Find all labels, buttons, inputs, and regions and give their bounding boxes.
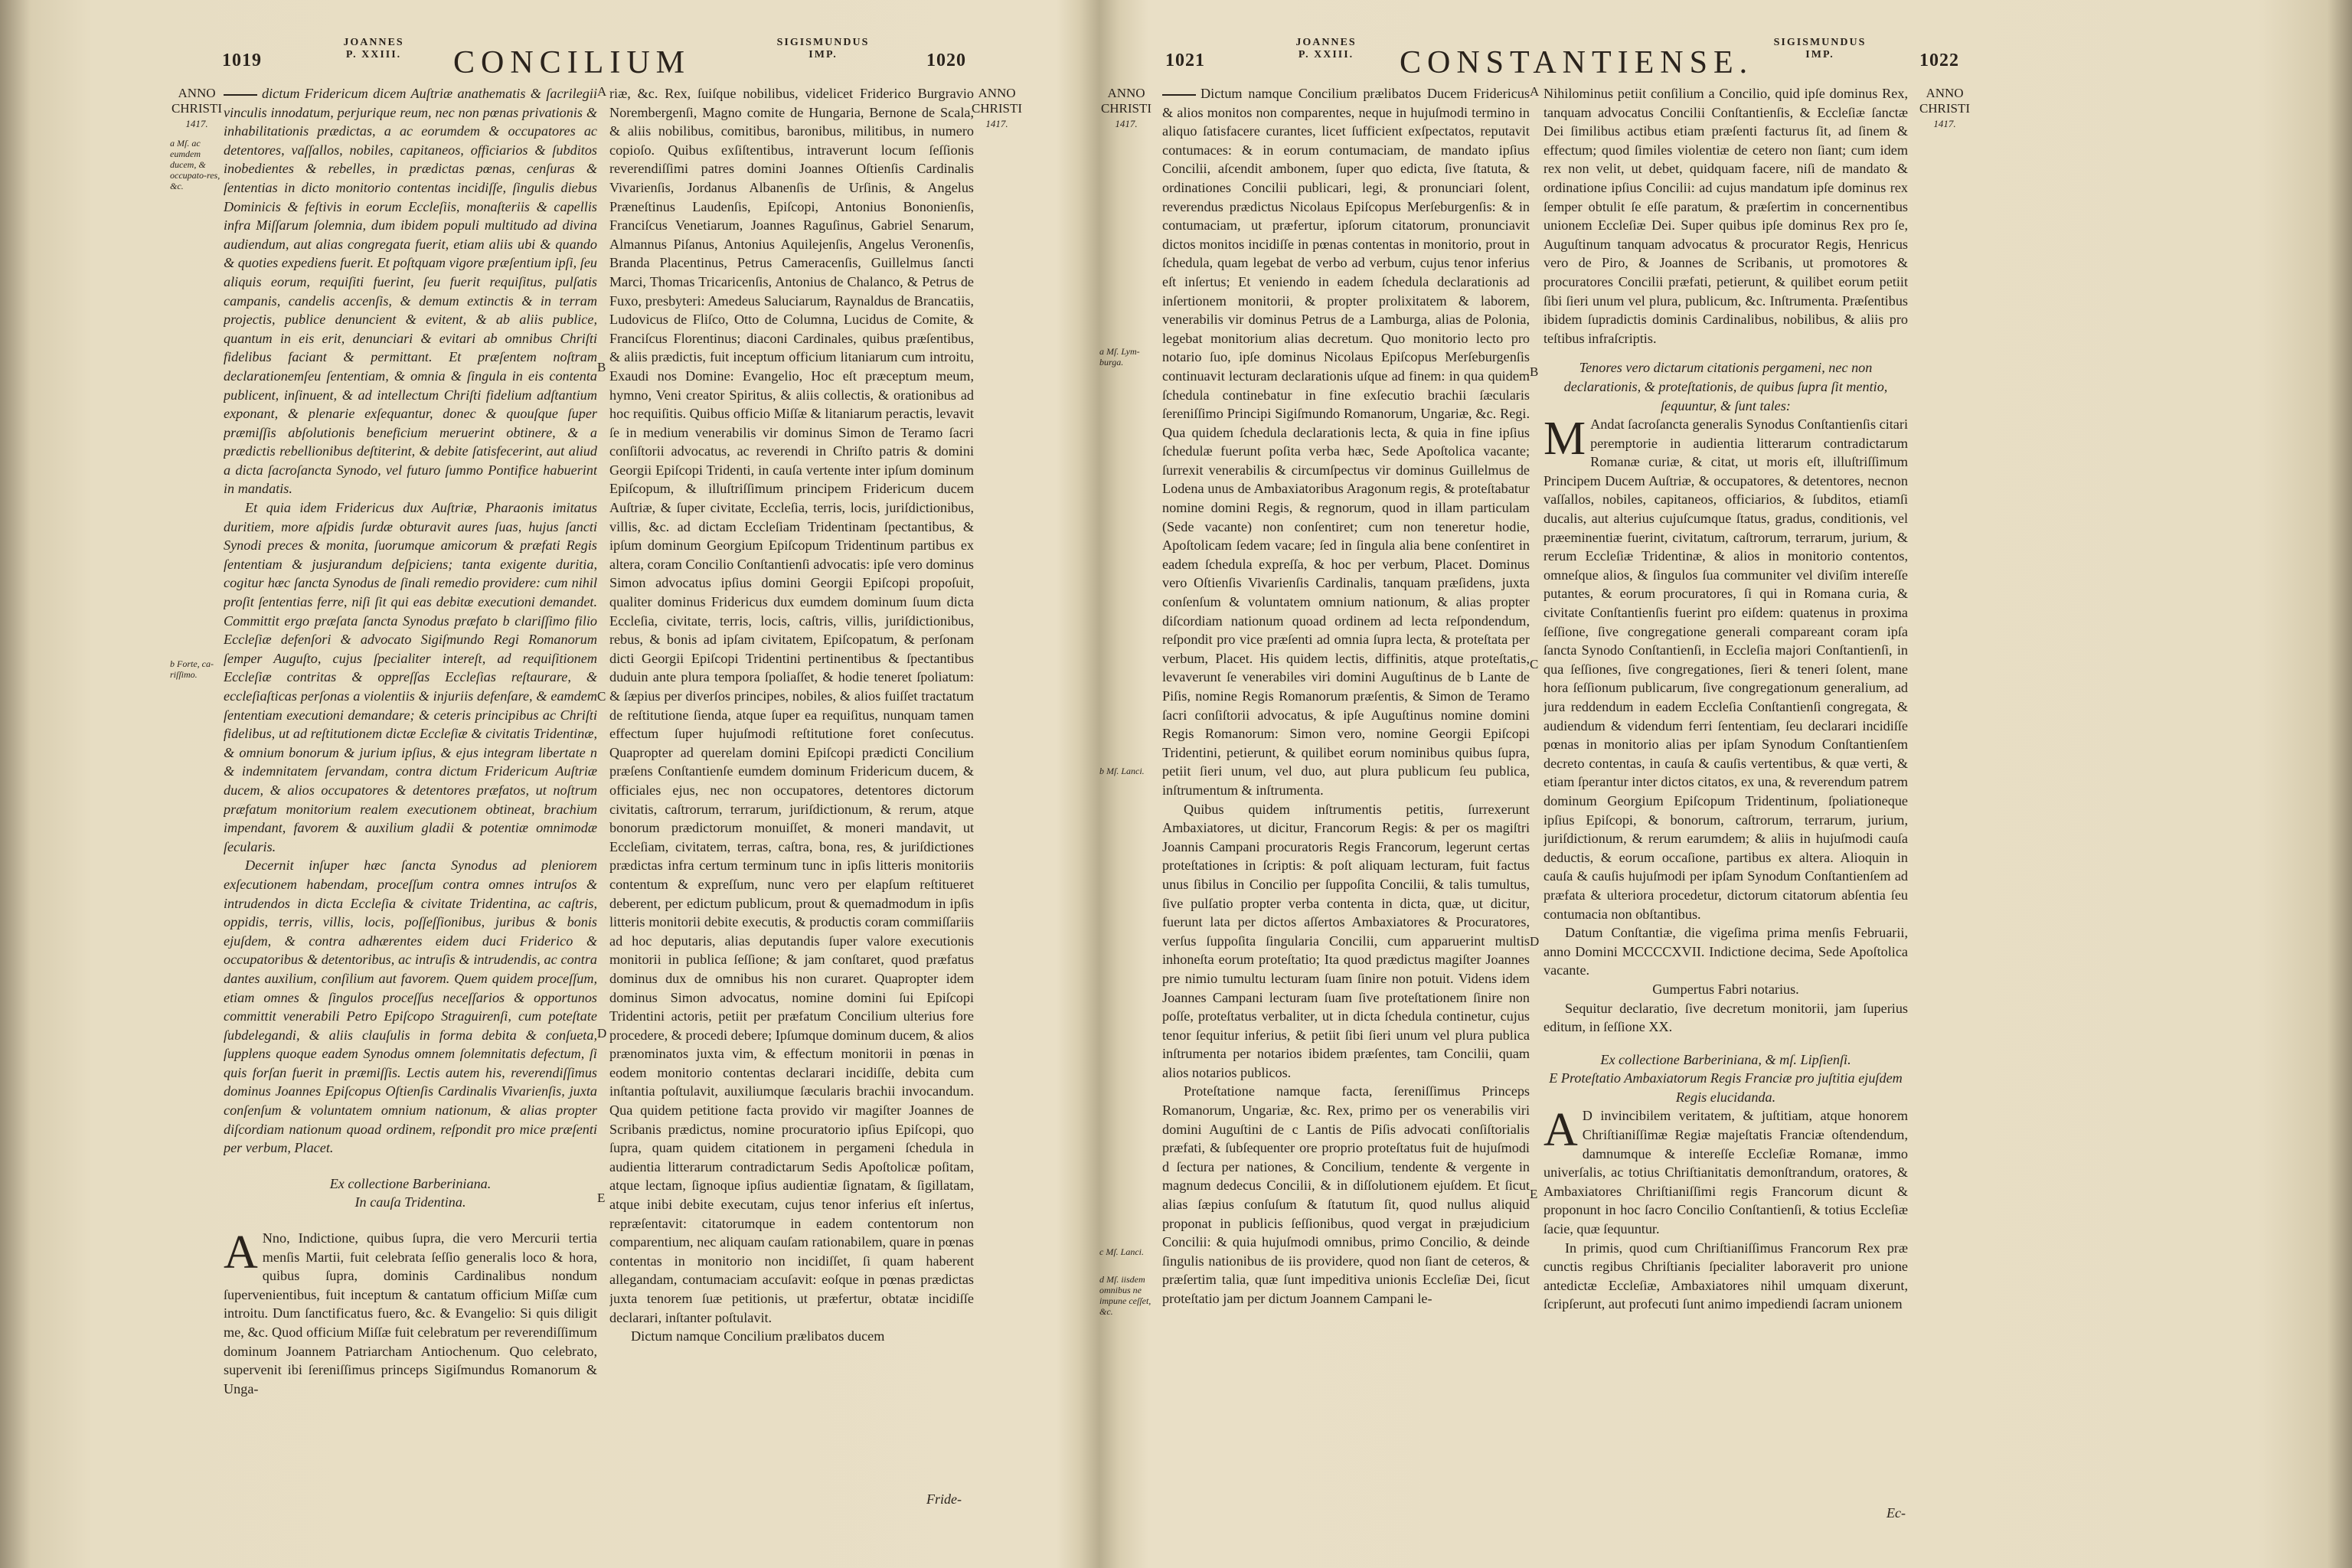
- right-column-number: 1022: [1919, 51, 1959, 70]
- right-catchword: Ec-: [1886, 1505, 1906, 1521]
- left-margin-note-a: a Mſ. ac eumdem ducem, & occupato-res, &c.: [170, 138, 220, 191]
- col1-para-2: Et quia idem Fridericus dux Auſtriæ, Pharaonis imitatus duritiem, more aſpidis ſurdæ obturavit aures ſuas, hujus ſancti Synodi preces & monita, ſuorumque amicorum & præfati Regis ſententiam & jusjurandum deſpiciens; tanta exigente duritia, cogitur hæc ſancta Synodus de ſinali remedio providere: cum nihil proſit ſententias ferre, niſi ſit qui eas debitæ executioni demandet. Committit ergo præſata ſancta Synodus præfato b clariſſimo filio Eccleſiæ defenſori & advocato Sigiſmundo Regi Romanorum ſemper Auguſto, cujus ſpecialiter intereſt, ad requiſitionem Eccleſiæ contritas & oppreſſas Eccleſias reſtaurare, & eccleſiaſticas perſonas a violentiis & injuriis defenſare, & eamdem ſententiam executioni demandare; & ceteris principibus ac Chriſti fidelibus, ut ad reſtitutionem dictæ Eccleſiæ & civitatis Tridentinæ, & omnium bonorum & jurium ipſius, & ejus integram libertate n & indemnitatem ſervandam, contra dictum Fridericum Auſtriæ ducem, & alios occupatores & detentores præfatos, ut noſtrum præfatum monitorium realem executionem obtineat, brachium impendant, favorem & auxilium gladii & potentiæ omnimodæ ſecularis.: [224, 500, 597, 854]
- right-margin-note-a: a Mſ. Lym-burga.: [1099, 346, 1140, 368]
- rcol2-signature: Gumpertus Fabri notarius.: [1652, 981, 1799, 997]
- left-pope-label: JOANNES P. XXIII.: [343, 37, 404, 60]
- col1-para-1: dictum Fridericum dicem Auſtriæ anathematis & ſacrilegii vinculis innodatum, perjurique reum, nec non pœnas privationis & inhabilitationis prædictas, a ac eorumdem & occupatores ac detentores, vaſſallos, nobiles, capitaneos, officiarios & ſubditos inobedientes & rebelles, in prædictas pœnas, cenſuras & ſententias in dicto monitorio contentas incidiſſe, ſingulis diebus Dominicis & feſtivis in eorum Eccleſiis, monaſteriis & capellis infra Miſſarum ſolemnia, dum ibidem populi multitudo ad divina audiendum, aut alias congregata fuerit, etiam aliis ubi & quando & quoties expediens fuerit. Et poſtquam vigore præſentium ipſi, ſeu aliquis eorum, requiſiti fuerint, ſeu fuerit requiſitus, pulſatis campanis, candelis accenſis, & demum extinctis & in terram projectis, publice denuncient & evitent, & ab aliis publice, quantum in eis erit, denunciari & evitari ab omnibus Chriſti fidelibus faciant & permittant. Et præſentem noſtram declarationemſeu ſententiam, & omnia & ſingula in eis contenta publicent, inſinuent, & ad intellectum Chriſti fidelium adſtantium exponant, & plenarie exſequantur, donec & quouſque ſuper præmiſſis abſolutionis beneficium meruerint obtinere, & a prædictis rebellionibus deſtiterint, & debite ſatisfecerint, aut aliud a dicta ſacroſancta Synodo, vel futuro ſummo Pontifice habuerint in mandatis.: [224, 86, 597, 497]
- col2-para-1: riæ, &c. Rex, ſuiſque nobilibus, videlicet Friderico Burgravio Norembergenſi, Magno comite de Hungaria, Bernone de Scala, & aliis nobilibus, comitibus, baronibus, militibus, in numero copioſo. Quibus exſiſtentibus, intraverunt locum ſeſſionis reverendiſſimi patres domini Joannes Oſtienſis Cardinalis Vivarienſis, Jordanus Albanenſis de Urſinis, & Angelus Præneſtinus Laudenſis, Epiſcopi, Antonius Bononienſis, Franciſcus Venetiarum, Joannes Raguſinus, Gabriel Senarum, Almannus Piſanus, Antonius Aquilejenſis, Angelus Veronenſis, Branda Placentinus, Petrus Cameracenſis, Guillelmus ſancti Marci, Thomas Tricaricenſis, Antonius de Chalanco, & Petrus de Fuxo, presbyteri: Amedeus Saluciarum, Raynaldus de Brancatiis, Ludovicus de Fliſco, Otto de Columna, Lucidus de Comite, & Franciſcus Florentinus; diaconi Cardinales, quibus præſentibus, & aliis prædictis, fuit inceptum officium litaniarum cum introitu, Exaudi nos Domine: Evangelio, Hoc eſt præceptum meum, hymno, Veni creator Spiritus, & aliis collectis, & orationibus ad hoc requiſitis. Quibus officio Miſſæ & litaniarum peractis, levavit ſe in medium venerabilis vir dominus Simon de Teramo ſacri conſiſtorii advocatus, ac reverendi in Chriſto patris & domini Georgii Epiſcopi Tridenti, in cauſa vertente inter ipſum dominum Epiſcopum, & illuſtriſſimum principem Fridericum ducem Auſtriæ, & ſuper civitate, Eccleſia, terris, locis, juriſdictionibus, villis, &c. ad dictam Eccleſiam Tridentinam ſpectantibus, & ipſum dominum Georgium Epiſcopum Tridentinum partibus ex altera, coram Concilio Conſtantienſi advocatis: ipſe vero dominus Simon advocatus ipſius domini Georgii Epiſcopi propoſuit, qualiter dominus Fridericus dux eumdem dominum ſuum dicta Eccleſia, civitate, terris, locis, caſtris, villis, juriſdictionibus, rebus, & bonis ad ipſam civitatem, Epiſcopatum, & perſonam dicti Georgii Epiſcopi Tridentini pertinentibus & ſpectantibus duduin ante plura tempora ſpoliaſſet, & hodie teneret ſpoliatum: & ſæpius per diverſos principes, nobiles, & alios fuiſſet tractatum de reſtitutione ſienda, atque ſuper ea requiſitus, nunquam tamen effectum ſuper hujuſmodi reſtitutione foret conſecutus. Quapropter ad querelam domini Epiſcopi prædicti Concilium præſens Conſtantienſe eumdem dominum Fridericum ducem, & officiales ejus, nec non occupatores, detentores dictorum civitatis, caſtrorum, terrarum, juriſdictionum, & rerum, atque bonorum prædictorum monuiſſet, & moneri mandavit, ut Eccleſiam, civitatem, terras, caſtra, bona, res, & juriſdictiones prædictas infra certum terminum tunc in ipſis litteris monitoriis contentum & expreſſum, nunc vero per elapſum reſtitueret deberent, per edictum publicum, prout & quemadmodum in ipſis litteris monitorii debite executis, & productis coram commiſſariis ad hoc deputaris, alias deputandis ſuper valore executionis monitorii in publica ſeſſione; & jam conſtaret, quod præfatus dominus dux de omnibus his non curaret. Quapropter idem dominus Simon advocatus, nomine domini ſui Epiſcopi Tridentini actoris, petiit per præfatum Concilium ulterius fore procedere, & procedi debere; Ipſumque dominum ducem, & alios prænominatos juxta vim, & effectum monitorii in pœnas in eodem monitorio contentas declarari incidiſſe, debita cum inſtantia poſtulavit, auxiliumque ſæcularis brachii invocandum. Qua quidem petitione facta provido vir magiſter Joannes de Scribanis prædictus, nomine procuratorio ipſius Epiſcopi, quo ſupra, quam quidem citationem in pergameni ſchedula in audientia litterarum contradictarum Sedis Apoſtolicæ poſitam, atque lectam, ſignoque ipſius audientiæ ſignatam, & ſigillatam, atque inibi debite executam, cujus tenor inferius eſt inſertus, repræſentavit: citatorumque in eadem contentorum non comparentium, nec aliquam cauſam rationabilem, quare in pœnas contentas in monitorio non incidiſſet, ſi quam haberent allegandam, contumaciam accuſavit: eoſque in pœnas prædictas juxta tenorem ſuæ petitionis, ut præfertur, obtatæ incidiſſe declarari, inſtanter poſtulavit.: [609, 86, 974, 1325]
- right-page-anno-right: ANNO CHRISTI 1417.: [1919, 86, 1971, 129]
- rcol2-para-3: Datum Conſtantiæ, die vigeſima prima menſis Februarii, anno Domini MCCCCXVII. Indictione decima, Sede Apoſtolica vacante.: [1544, 925, 1908, 978]
- col2-para-2: Dictum namque Concilium prælibatos ducem: [631, 1328, 885, 1344]
- right-pope-label: JOANNES P. XXIII.: [1295, 37, 1357, 60]
- section-rule: [1162, 94, 1196, 96]
- left-emperor-label: SIGISMUNDUS IMP.: [776, 37, 870, 60]
- rcol2-heading-1: Tenores vero dictarum citationis pergameni, nec non declarationis, & proteſtationis, de quibus ſupra ſit mentio, ſequuntur, & ſunt tales:: [1563, 360, 1888, 413]
- rcol2-heading-3: E Proteſtatio Ambaxiatorum Regis Franciæ pro juſtitia ejuſdem Regis elucidanda.: [1549, 1070, 1903, 1105]
- rcol2-para-5: A D invincibilem veritatem, & juſtitiam, atque honorem Chriſtianiſſimæ Regiæ majeſtatis Franciæ oſtendendum, damnumque & intereſſe Eccleſiæ Romanæ, immo univerſalis, ac totius Chriſtianitatis demonſtrandum, oratores, & Ambaxiatores Chriſtianiſſimi regis Francorum dicunt & proponunt in hoc ſacro Concilio Conſtantienſi, & totius Eccleſiæ ſacie, quæ ſequuntur.: [1544, 1104, 1908, 1237]
- right-margin-note-b: b Mſ. Lanci.: [1099, 766, 1145, 776]
- rcol1-para-3: Proteſtatione namque facta, ſereniſſimus Princeps Romanorum, Ungariæ, &c. Rex, primo per os venerabilis viri domini Auguſtini de c Lantis de Piſis advocati conſiſtorialis præfati, & ſubſequenter ore proprio proteſtatus fuit de hujuſmodi d ſectura per nationes, & Concilium, tendente & vergente in magnum dedecus Concilii, & in diſſolutionem ejuſdem. Et ſicut alias ſæpius conſuſum & ſtatutum ſit, quod nullus aliquid proponat in publicis ſeſſionibus, quod vergat in præjudicium Concilii: & quia hujuſmodi omnibus, primo Concilio, & deinde ſingulis nationibus de iis providere, quod non ſiant de ceteros, & præſertim talia, quæ ſunt impeditiva unionis Eccleſiæ Dei, ſicut proteſtatio jam per dictum Joannem Campani le-: [1162, 1083, 1530, 1306]
- right-page-column-2: [1544, 84, 1908, 1508]
- left-page-number: 1019: [222, 51, 262, 70]
- left-page-column-1: [224, 84, 597, 1508]
- right-margin-note-c: c Mſ. Lanci.: [1099, 1246, 1144, 1257]
- left-page-header: [222, 29, 1072, 78]
- left-anno-margin: ANNO CHRISTI 1417.: [171, 86, 223, 129]
- left-page-column-2: [609, 84, 974, 1481]
- right-page-anno-left: ANNO CHRISTI 1417.: [1100, 86, 1152, 129]
- right-page: [1099, 0, 2352, 1568]
- dropcap-m: M: [1544, 413, 1586, 466]
- right-page-header: [1142, 29, 2015, 78]
- rcol2-para-2: M Andat ſacroſancta generalis Synodus Conſtantienſis citari peremptorie in audientia litterarum contradictarum Romanæ curiæ, & citat, ut moris eſt, illuſtriſſimum Principem Ducem Auſtriæ, & occupatores, & detentores, necnon vaſſallos, nobiles, capitaneos, officiarios, & ſubditos, etiamſi ducalis, aut alterius cujuſcumque ſtatus, gradus, conditionis, vel præeminentiæ fuerint, civitatum, caſtrorum, terrarum, jurium, & rerum Eccleſiæ Tridentinæ, & alios in monitorio contentos, omneſque alios, & ſingulos ſua communiter vel diviſim intereſſe putantes, & eorum procuratores, ſi qui in Romana curia, & civitate Conſtantienſis fuerint pro eiſdem: quatenus in proxima ſeſſione, ſive congregatione generali compareant coram ipſa ſancta Synodo Conſtantienſi, in Eccleſia majori Conſtantienſi, in qua ſeſſiones, ſive congregationes, ſieri & teneri ſolent, mane hora ſeſſionum publicarum, ſive congregationum generalium, ad jura reddendum in eadem Eccleſia Conſtantienſi congregata, & audiendum & videndum ferri ſententiam, ſeu declarari incidiſſe pœnas in monitorio alias per ipſam Synodum Conſtantienſem decreto contentas, in cauſa & cauſis vertentibus, & quæ verti, & etiam ſperantur inter dictos citatos, ex una, & reverendum patrem dominum Georgium Epiſcopum Tridentinum, ſpoliationeque ipſius Epiſcopi, & bonorum, caſtrorum, terrarum, jurium, juriſdictionum, & rerum earumdem; & aliis in hujuſmodi cauſa deductis, & eorum occaſione, partibus ex altera. Alioquin in cauſa & cauſis hujuſmodi per ipſam Synodum Conſtantienſem ad præfata & ulteriora procedetur, dictorum citatorum abſentia ſeu contumacia non obſtantibus.: [1544, 413, 1908, 922]
- rcol2-heading-2: Ex collectione Barberiniana, & mſ. Lipſienſi.: [1600, 1051, 1851, 1067]
- col1-heading-2: In cauſa Tridentina.: [354, 1194, 466, 1210]
- dropcap-a2: A: [1544, 1104, 1578, 1157]
- left-margin-note-b: b Forte, ca-riſſimo.: [170, 658, 214, 680]
- rcol1-para-2: Quibus quidem inſtrumentis petitis, ſurrexerunt Ambaxiatores, ut dicitur, Francorum Regis: & per os magiſtri Joannis Campani procuratoris Regis Francorum, legerunt certas proteſtationes in ſcriptis: & poſt aliquam lecturam, fuit factus unus ſibilus in Concilio per ſuppoſita Concilii, & talis tumultus, ſive pulſatio propter verba contenta in dicta, quæ, ut dicitur, fuerunt lata per dictos aſſertos Ambaxiatores & Procuratores, verſus ſuppoſita ſingularia Concilii, cum apparuerint multis inhoneſta eorum proteſtatio; Ita quod prædictus magiſter Joannes pre nimio tumultu lecturam ſuam ſinire non potuit. Videns idem Joannes Campani lecturam ſuam ſive proteſtationem ſinire non poſſe, proteſtatus verbaliter, ut in dicta ſchedula continetur, cujus tenor ſequitur inferius, & petiit ſibi ſieri unum vel plura publica inſtrumenta per notarios ibidem præſentes, tam Concilii, quam alios notarios publicos.: [1162, 801, 1530, 1080]
- col2-margin-letters: A B C D E: [597, 84, 607, 1205]
- right-margin-note-d: d Mſ. iisdem omnibus ne impune ceſſet, &c.: [1099, 1274, 1152, 1317]
- left-page: [0, 0, 1099, 1568]
- right-page-number: 1021: [1165, 51, 1205, 70]
- rcol2-para-6: In primis, quod cum Chriſtianiſſimus Francorum Rex præ cunctis regibus Chriſtianis ſpecialiter laboraverit pro unione antedictæ Eccleſiæ, Ambaxiatores nihil umquam dixerunt, ſcripſerunt, aut profecuti ſunt animo impediendi ſacram unionem: [1544, 1240, 1908, 1312]
- dropcap-a: A: [224, 1227, 258, 1279]
- col1-para-3: Decernit inſuper hæc ſancta Synodus ad pleniorem exſecutionem habendam, proceſſum contra omnes intruſos & intrudendos in dicta Eccleſia & civitate Tridentina, ac caſtris, oppidis, terris, villis, locis, poſſeſſionibus, juribus & bonis ejuſdem, & contra adhærentes eidem duci Friderico & occupatoribus & detentoribus, ac intruſis & intrudendis, ac contra dantes auxilium, conſilium aut favorem. Quem quidem proceſſum, etiam omnes & ſingulos proceſſus neceſſarios & opportunos committit venerabili Petro Epiſcopo Straguirenſi, cum poteſtate ſubdelegandi, & aliis clauſulis in forma debita & conſueta, ſupplens quoque eadem Synodus omnem ſolemnitatis defectum, ſi quis forſan fuerit in præmiſſis. Lectis autem his, reverendiſſimus dominus Joannes Epiſcopus Oſtienſis Cardinalis Vivarienſis, juxta conſenſum & voluntatem omnium nationum, & alias propter diſcordiam nationum quoad ordinem, reſpondit pro mice præſenti per verbum, Placet.: [224, 858, 597, 1156]
- rcol2-para-1: Nihilominus petiit conſilium a Concilio, quid ipſe dominus Rex, tanquam advocatus Concilii Conſtantienſis, & Eccleſiæ ſanctæ Dei ſimilibus actibus etiam præſenti facturus ſit, ad ſinem & effectum; quod ſimiles violentiæ de cetero non ſiant; cum idem rex non velit, ut debet, quidquam facere, niſi de mandato & ordinatione ipſius Concilii: ad cujus mandatum ipſe dominus rex ſemper obtulit ſe eſſe paratum, & præſertim in concernentibus unionem Eccleſiæ Dei. Super quibus ipſe dominus Rex pro ſe, Auguſtinum tanquam advocatus & procurator Regis, Henricus vero de Piro, & Joannes de Scribanis, ut promotores & procuratores Concilii præfati, petierunt, & quilibet eorum petiit ſibi ſieri unum vel plura, publicum, &c. Inſtrumenta. Præſentibus ibidem ſupradictis dominis Cardinalibus, nobilibus, & aliis pro teſtibus infraſcriptis.: [1544, 86, 1908, 346]
- left-catchword: Fride-: [926, 1491, 962, 1507]
- col1-heading-1: Ex collectione Barberiniana.: [329, 1175, 492, 1191]
- rcol2-margin-letters: A B C D E: [1530, 84, 1540, 1201]
- section-rule: [224, 94, 257, 96]
- right-page-title: CONSTANTIENSE.: [1400, 45, 1754, 80]
- rcol2-para-4: Sequitur declaratio, ſive decretum monitorii, jam ſuperius editum, in ſeſſione XX.: [1544, 1000, 1908, 1035]
- right-emperor-label: SIGISMUNDUS IMP.: [1773, 37, 1867, 60]
- col1-para-final: A Nno, Indictione, quibus ſupra, die vero Mercurii tertia menſis Martii, fuit celebrata ſeſſio generalis loco & hora, quibus ſupra, dominis Cardinalibus nondum ſupervenientibus, fuit inceptum & cantatum officium Miſſæ cum introitu. Dum ſanctificatus fuero, &c. & Evangelio: Si quis diligit me, &c. Quod officium Miſſæ fuit celebratum per reverendiſſimum dominum Joannem Patriarcham Antiochenum. Quo celebrato, supervenit ibi ſereniſſimus princeps Sigiſmundus Romanorum & Unga-: [224, 1227, 597, 1396]
- left-column-number: 1020: [926, 51, 966, 70]
- right-page-column-1: [1162, 84, 1530, 1508]
- right-anno-margin: ANNO CHRISTI 1417.: [971, 86, 1023, 129]
- rcol1-para-1: Dictum namque Concilium prælibatos Ducem Fridericus & alios monitos non comparentes, neque in hujuſmodi termino in aliquo ſatisfacere curantes, licet ſufficient exſpectatos, reputavit contumaces: & in eorum contumaciam, de mandato ipſius Concilii, aſcendit ambonem, ſuper quo edicta, ſive ſtatuta, & ordinationes Concilii publicari, legi, & pronunciari ſolent, reverendus prædictus Nicolaus Epiſcopus Merſeburgenſis: & in contumaciam, ut præfertur, ipſorum citatorum, pronunciavit dictos monitos incidiſſe in pœnas contentas in monitorio, prout in ſchedula, quam legebat de verbo ad verbum, cujus tenor inferius eſt inſertus; Et veniendo in eadem ſchedula declarationis ad inſertionem monitorii, & propter prolixitatem & laborem, venerabilis vir dominus Petrus de a Lamburga, alias de Polonia, legebat monitorium alias decretum. Quo monitorio lecto pro notario ſuo, ipſe dominus Nicolaus Epiſcopus Merſeburgenſis continuavit lecturam declarationis uſque ad finem: in qua quidem ſchedula continebatur in fine exſecutio brachii ſæcularis ſereniſſimo Principi Sigiſmundo Romanorum, Ungariæ, &c. Regi. Qua quidem ſchedula declarationis lecta, & quia in fine ipſius ſchedulæ fuerunt poſita verba hæc, Sede Apoſtolica vacante; ſurrexit venerabilis & circumſpectus vir dominus Guillelmus de Lodena unus de Ambaxiatoribus Aragonum regis, & proteſtabatur nomine domini Regis, & regnorum, quod in illam particulam (Sede vacante) non conſentiret; cum non teneretur hodie, Apoſtolicam ſedem vacare; ſed in ſingula alia bene conſentiret in eadem ſchedula expreſſa, & hoc per verbum, Placet. Dominus vero Oſtienſis Vivarienſis Cardinalis, tanquam præſidens, juxta conſenſum & voluntatem omnium nationum, & alias propter diſcordiam nationum quoad ordinem ad lecta reſpondendum, reſpondit pro vice præſenti ad omnia ſupra lecta, & proteſtata per verbum, Placet. His quidem lectis, diffinitis, atque proteſtatis, levaverunt ſe venerabiles viri domini Auguſtinus de b Lante de Piſis, nomine Regis Romanorum præſentis, & Simon de Teramo ſacri conſiſtorii advocatus, & ipſe Auguſtinus nomine domini Regis Romanorum: Simon vero, nomine Georgii Epiſcopi Tridentini, petierunt, & quilibet eorum nominibus quibus ſupra, petiit ſieri unum, vel duo, aut plura publicum ſeu publica, inſtrumentum & inſtrumenta.: [1162, 86, 1530, 798]
- left-page-title: CONCILIUM: [453, 45, 691, 80]
